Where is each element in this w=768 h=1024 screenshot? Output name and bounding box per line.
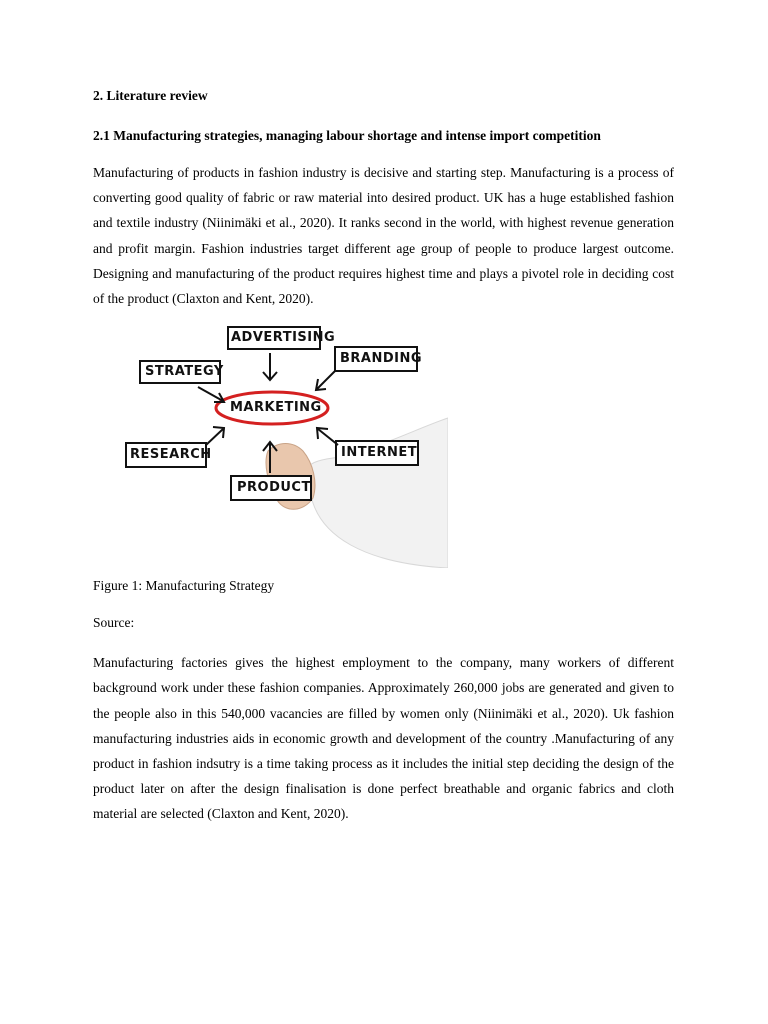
branding-label: BRANDING xyxy=(340,351,423,367)
document-page xyxy=(93,86,674,827)
figure-source: Source: xyxy=(93,615,135,631)
paragraph-intro: Manufacturing of products in fashion industry is decisive and starting step. Manufacturing is a process of converting good quality of fabric or raw material into desired product. UK has a huge established fashion and textile industry (Niinimäki et al., 2020). It ranks second in the world, with highest revenue generation and profit margin. Fashion industries target different age group of people to produce largest outcome. Designing and manufacturing of the product requires highest time and plays a pivotel role in deciding cost of the product (Claxton and Kent, 2020). xyxy=(93,165,674,307)
section-heading: 2. Literature review xyxy=(93,88,208,103)
internet-label: INTERNET xyxy=(341,445,418,461)
marketing-diagram-figure xyxy=(118,323,448,568)
marketing-label: MARKETING xyxy=(230,400,322,416)
subsection-heading: 2.1 Manufacturing strategies, managing labour shortage and intense import competition xyxy=(93,128,601,143)
research-label: RESEARCH xyxy=(130,447,212,463)
figure-caption: Figure 1: Manufacturing Strategy xyxy=(93,578,275,594)
advertising-label: ADVERTISING xyxy=(231,330,336,346)
paragraph-employment: Manufacturing factories gives the highest employment to the company, many workers of different background work under these fashion companies. Approximately 260,000 jobs are generated and given to the people also in this 540,000 vacancies are filled by women only (Niinimäki et al., 2020). Uk fashion manufacturing industries aids in economic growth and development of the country .Manufacturing of any product in fashion indsutry is a time taking process as it includes the initial step deciding the design of the product later on after the design finalisation is done perfect breathable and organic fabrics and cloth material are selected (Claxton and Kent, 2020). xyxy=(93,655,674,822)
strategy-label: STRATEGY xyxy=(145,364,224,380)
product-label: PRODUCT xyxy=(237,480,311,496)
